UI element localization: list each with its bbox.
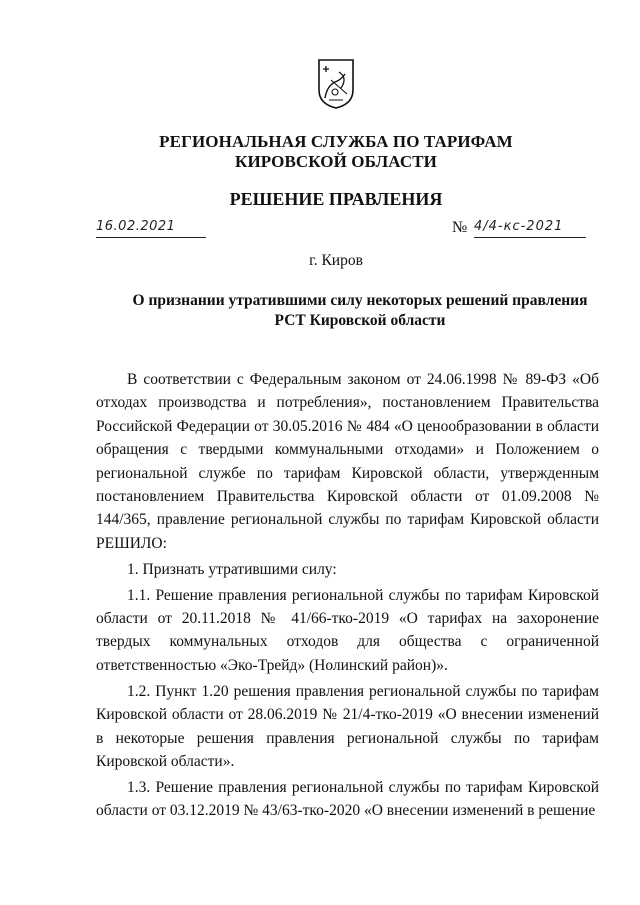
item-1-2: 1.2. Пункт 1.20 решения правления региональной службы по тарифам Кировской области от 28.06.2019 № 21/4-тко-2019 «О внесении изменений в некоторые решения правления региональной службы по тарифам Кировской области». <box>96 682 599 770</box>
item-1-3: 1.3. Решение правления региональной службы по тарифам Кировской области от 03.12.2019 № 43/63-тко-2020 «О внесении изменений в решение <box>96 778 599 820</box>
organization-name-line-1: РЕГИОНАЛЬНАЯ СЛУЖБА ПО ТАРИФАМ <box>159 132 513 151</box>
subject-line-1: О признании утратившими силу некоторых решений правления <box>132 292 588 309</box>
document-title: РЕШЕНИЕ ПРАВЛЕНИЯ <box>229 189 443 209</box>
city: г. Киров <box>309 252 363 269</box>
document-body <box>96 368 599 825</box>
subject-line-2: РСТ Кировской области <box>274 312 446 329</box>
handwritten-document-number: 4/4-кс-2021 <box>474 219 586 238</box>
handwritten-date: 16.02.2021 <box>96 219 206 238</box>
item-1: 1. Признать утратившими силу: <box>127 560 337 578</box>
number-sign: № <box>452 219 468 236</box>
kirov-oblast-coat-of-arms-icon <box>317 58 355 110</box>
item-1-1: 1.1. Решение правления региональной службы по тарифам Кировской области от 20.11.2018 № 41/66-тко-2019 «О тарифах на захоронение твердых коммунальных отходов для общества с ограниченной ответственностью «Эко-Трейд» (Нолинский район)». <box>96 586 599 674</box>
organization-name-line-2: КИРОВСКОЙ ОБЛАСТИ <box>235 152 437 171</box>
preamble-paragraph: В соответствии с Федеральным законом от 24.06.1998 № 89-ФЗ «Об отходах производства и потребления», постановлением Правительства Российской Федерации от 30.05.2016 № 484 «О ценообразовании в области обращения с твердыми коммунальными отходами» и Положением о региональной службе по тарифам Кировской области, утвержденным постановлением Правительства Кировской области от 01.09.2008 № 144/365, правление региональной службы по тарифам Кировской области РЕШИЛО: <box>96 371 599 552</box>
